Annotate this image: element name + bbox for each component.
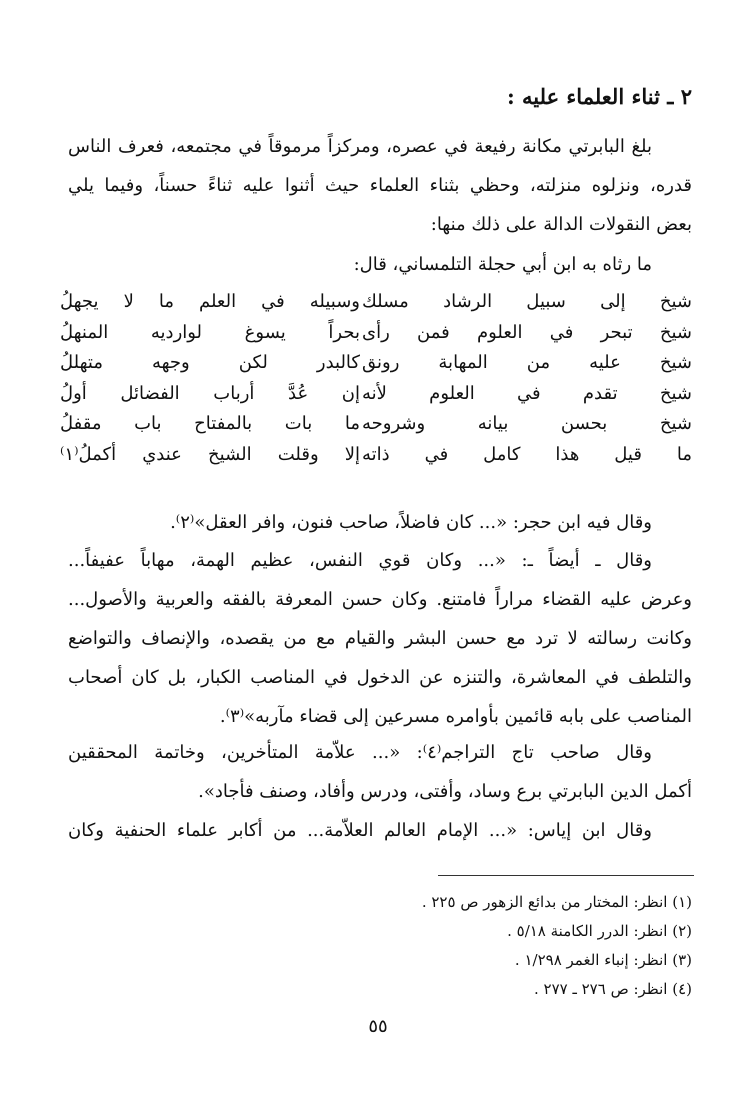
footnote: (٢) انظر: الدرر الكامنة ٥/١٨ . bbox=[507, 922, 692, 940]
quote-line: وقال ـ أيضاً ـ: «... وكان قوي النفس، عظيم الهمة، مهاباً عفيفاً... bbox=[68, 550, 652, 571]
intro-paragraph bbox=[68, 127, 692, 244]
quote-line: أكمل الدين البابرتي برع وساد، وأفتى، ودرس وأفاد، وصنف فأجاد». bbox=[198, 781, 692, 802]
verse-second-hemistich: إن عُدَّ أرباب الفضائل أولُ bbox=[60, 382, 360, 404]
poem-verse bbox=[60, 379, 692, 410]
verse-second-hemistich: وسبيله في العلم ما لا يجهلُ bbox=[60, 291, 360, 312]
verse-first-hemistich: شيخ عليه من المهابة رونق bbox=[362, 352, 692, 373]
verse-first-hemistich: شيخ إلى سبيل الرشاد مسلك bbox=[362, 291, 692, 312]
quote-ibn-iyas bbox=[68, 811, 692, 850]
poem-verse bbox=[60, 287, 692, 318]
quote-line: وقال ابن إياس: «... الإمام العالم العلاّمة... من أكابر علماء الحنفية وكان bbox=[68, 820, 652, 841]
footnotes bbox=[422, 888, 692, 1004]
footnote: (١) انظر: المختار من بدائع الزهور ص ٢٢٥ . bbox=[421, 893, 692, 911]
quote-line: وقال فيه ابن حجر: «... كان فاضلاً، صاحب فنون، وافر العقل»⁽٢⁾. bbox=[170, 512, 652, 533]
verse-first-hemistich: شيخ تبحر في العلوم فمن رأى bbox=[362, 321, 692, 343]
verse-first-hemistich: ما قيل هذا كامل في ذاته bbox=[362, 443, 692, 465]
intro-line: قدره، ونزلوه منزلته، وحظي بثناء العلماء حيث أثنوا عليه ثناءً حسناً، وفيما يلي bbox=[68, 175, 692, 196]
section-heading: ٢ ـ ثناء العلماء عليه : bbox=[506, 84, 692, 109]
verse-second-hemistich: ما بات بالمفتاح باب مقفلُ bbox=[60, 413, 360, 434]
quote-ibn-hajar bbox=[68, 503, 692, 542]
verse-first-hemistich: شيخ تقدم في العلوم لأنه bbox=[362, 382, 692, 404]
quote-line: وكانت رسالته لا ترد مع حسن البشر والقيام مع من يقصده، والإنصاف والتواضع bbox=[68, 628, 692, 649]
verse-second-hemistich: إلا وقلت الشيخ عندي أكملُ⁽١⁾ bbox=[60, 443, 360, 465]
quote-line: وقال صاحب تاج التراجم⁽٤⁾: «... علاّمة المتأخرين، وخاتمة المحققين bbox=[68, 742, 652, 763]
quote-line: وعرض عليه القضاء مراراً فامتنع. وكان حسن المعرفة بالفقه والعربية والأصول... bbox=[68, 589, 692, 610]
poem-intro-line: ما رثاه به ابن أبي حجلة التلمساني، قال: bbox=[353, 254, 652, 275]
verse-second-hemistich: بحراً يسوغ لوارديه المنهلُ bbox=[60, 321, 360, 343]
poem-verse bbox=[60, 440, 692, 471]
poem-intro-paragraph bbox=[68, 245, 692, 284]
footnote: (٤) انظر: ص ٢٧٦ ـ ٢٧٧ . bbox=[533, 980, 692, 998]
poem-verse bbox=[60, 409, 692, 440]
page-number: ٥٥ bbox=[368, 1016, 388, 1037]
poem-verse bbox=[60, 318, 692, 349]
verse-second-hemistich: كالبدر لكن وجهه متهللُ bbox=[60, 352, 360, 373]
verse-first-hemistich: شيخ بحسن بيانه وشروحه bbox=[362, 413, 692, 434]
intro-line: بلغ البابرتي مكانة رفيعة في عصره، ومركزاً مرموقاً في مجتمعه، فعرف الناس bbox=[68, 136, 652, 157]
quote-line: المناصب على بابه قائمين بأوامره مسرعين إلى قضاء مآربه»⁽٣⁾. bbox=[219, 706, 692, 727]
quote-taj-paragraph bbox=[68, 733, 692, 811]
footnote-divider bbox=[438, 875, 694, 876]
footnote: (٣) انظر: إنباء الغمر ١/٢٩٨ . bbox=[514, 951, 692, 969]
quote-also-paragraph bbox=[68, 541, 692, 736]
poem-verse bbox=[60, 348, 692, 379]
poem bbox=[60, 287, 692, 470]
quote-line: والتلطف في المعاشرة، والتنزه عن الدخول في المناصب الكبار، بل كان أصحاب bbox=[68, 667, 692, 688]
intro-line: بعض النقولات الدالة على ذلك منها: bbox=[430, 214, 692, 235]
